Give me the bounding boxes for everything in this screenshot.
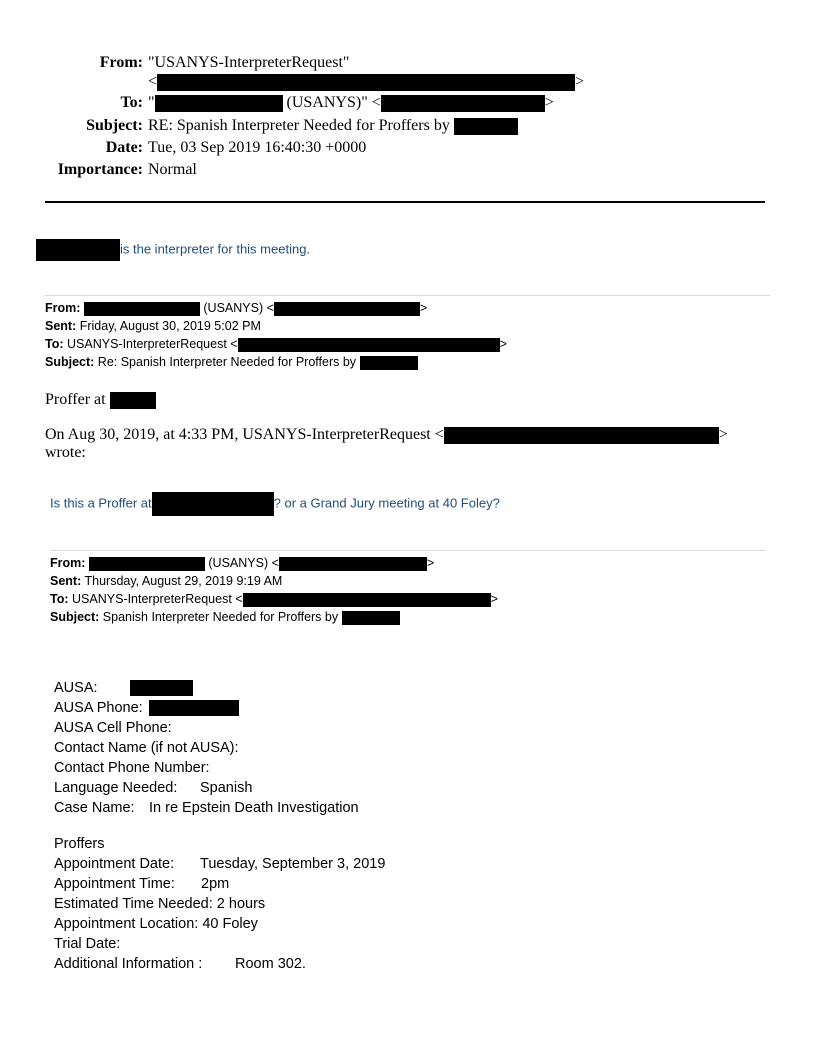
fwd2-subject-row: Subject: Spanish Interpreter Needed for Proffers by [50,608,498,626]
fwd1-to-row: To: USANYS-InterpreterRequest < > [45,337,507,351]
redaction-block [274,302,420,316]
reply-text: is the interpreter for this meeting. [36,238,310,261]
fwd1-sent-row: Sent: Friday, August 30, 2019 5:02 PM [45,319,261,333]
form-estimated-time: Estimated Time Needed: 2 hours [54,896,266,912]
header-subject-label: Subject: [86,117,143,134]
header-from-address-row: < > [148,73,585,90]
proffer-at-line: Proffer at [45,391,156,409]
quote-divider [45,295,770,296]
redaction-block [157,74,575,91]
fwd2-sent-row: Sent: Thursday, August 29, 2019 9:19 AM [50,574,283,588]
redaction-block [84,302,200,316]
fwd1-from-row: From: (USANYS) < > [45,301,428,315]
header-from-value: "USANYS-InterpreterRequest" [148,54,350,71]
form-additional-info: Additional Information : Room 302. [54,956,306,972]
quote-intro: On Aug 30, 2019, at 4:33 PM, USANYS-InterpreterRequest < > wrote: [45,426,728,461]
request-form-contact [54,678,359,818]
redaction-block [360,356,418,370]
redaction-block [243,593,491,607]
redaction-block [454,118,518,135]
fwd1-subject-row: Subject: Re: Spanish Interpreter Needed for Proffers by [45,353,507,371]
header-divider [45,201,765,203]
redaction-block [342,611,400,625]
quote-divider-2 [50,550,766,551]
header-importance-label: Importance: [57,161,143,178]
form-ausa-phone: AUSA Phone: [54,698,239,718]
form-language: Language Needed: Spanish [54,780,253,796]
form-case-name: Case Name: In re Epstein Death Investigation [54,800,359,816]
form-ausa: AUSA: [54,678,239,698]
form-appointment-time: Appointment Time: 2pm [54,876,230,892]
forwarded-header-1 [45,299,507,371]
redaction-block [155,95,283,112]
header-date-value: Tue, 03 Sep 2019 16:40:30 +0000 [148,139,367,156]
header-subject-value: RE: Spanish Interpreter Needed for Proffers by [148,116,518,136]
header-from-label: From: [99,54,143,71]
forwarded-header-2 [50,554,498,626]
redaction-block [36,239,120,261]
redaction-block [152,492,274,516]
fwd2-from-row: From: (USANYS) < > [50,556,435,570]
form-location: Appointment Location: 40 Foley [54,916,258,932]
redaction-block [149,700,239,716]
redaction-block [238,338,500,352]
form-appointment-date: Appointment Date: Tuesday, September 3, 2019 [54,856,386,872]
redaction-block [130,680,193,696]
header-to-value: " (USANYS)" < > [148,94,554,111]
redaction-block [89,557,205,571]
header-to-label: To: [120,94,143,111]
redaction-block [279,557,427,571]
header-date-label: Date: [105,139,143,156]
question-text: Is this a Proffer at ? or a Grand Jury meeting at 40 Foley? [50,491,500,516]
redaction-block [381,95,545,112]
redaction-block [110,392,156,409]
form-contact-phone: Contact Phone Number: [54,760,210,776]
fwd2-to-row: To: USANYS-InterpreterRequest < > [50,592,498,606]
form-ausa-cell: AUSA Cell Phone: [54,720,172,736]
redaction-block [444,427,719,444]
form-contact-name: Contact Name (if not AUSA): [54,740,239,756]
header-importance-value: Normal [148,161,197,178]
form-trial-date: Trial Date: [54,936,121,952]
form-section-title: Proffers [54,836,105,852]
request-form-appointment [54,834,386,974]
